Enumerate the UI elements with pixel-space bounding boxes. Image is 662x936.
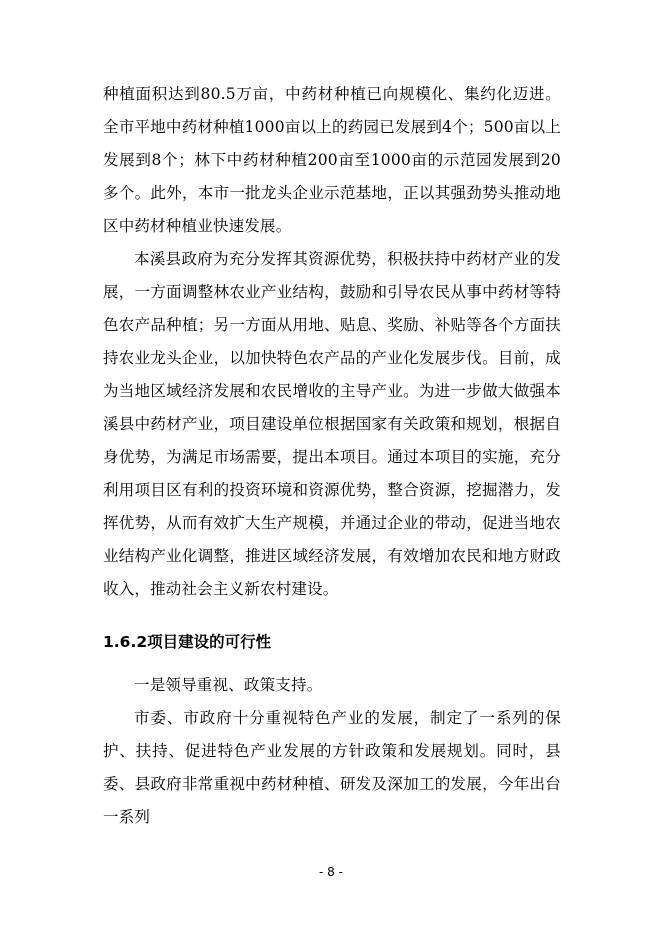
paragraph-county-government-support: 本溪县政府为充分发挥其资源优势，积极扶持中药材产业的发展，一方面调整林农业产业结构，鼓励和引导农民从事中药材等特色农产品种植；另一方面从用地、贴息、奖励、补贴等各个方面扶持农业龙头企业，以加快特色农产品的产业化发展步伐。目前，成为当地区域经济发展和农民增收的主导产业。为进一步做大做强本溪县中药材产业，项目建设单位根据国家有关政策和规划，根据自身优势，为满足市场需要，提出本项目。通过本项目的实施，充分利用项目区有利的投资环境和资源优势，整合资源，挖掘潜力，发挥优势，从而有效扩大生产规模，并通过企业的带动，促进当地农业结构产业化调整，推进区域经济发展，有效增加农民和地方财政收入，推动社会主义新农村建设。 [103,250,561,598]
document-body [103,78,561,834]
paragraph-leadership-policy: 一是领导重视、政策支持。 [134,676,323,694]
section-heading: 1.6.2项目建设的可行性 [103,633,272,651]
paragraph-planting-area: 种植面积达到80.5万亩，中药材种植已向规模化、集约化迈进。全市平地中药材种植1000亩以上的药园已发展到4个；500亩以上发展到8个；林下中药材种植200亩至1000亩的示范园发展到20多个。此外，本市一批龙头企业示范基地，正以其强劲势头推动地区中药材种植业快速发展。 [103,85,561,235]
page-number: - 8 - [319,865,343,879]
paragraph-municipal-policy: 市委、市政府十分重视特色产业的发展，制定了一系列的保护、扶持、促进特色产业发展的方针政策和发展规划。同时，县委、县政府非常重视中药材种植、研发及深加工的发展，今年出台一系列 [103,709,561,826]
